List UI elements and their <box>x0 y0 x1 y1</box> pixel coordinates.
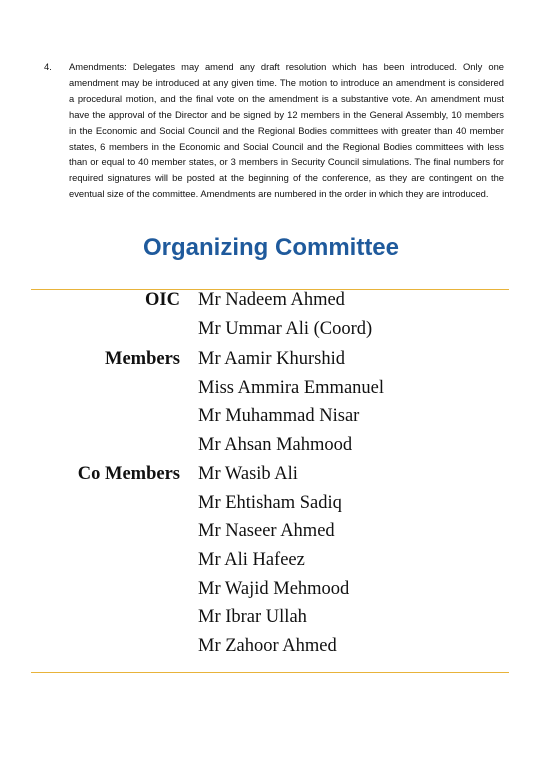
bottom-divider <box>31 672 509 673</box>
roster-row <box>0 290 542 318</box>
member-name: Mr Wasib Ali <box>198 464 298 484</box>
member-name: Mr Muhammad Nisar <box>198 406 360 426</box>
member-name: Mr Aamir Khurshid <box>198 349 345 369</box>
roster-row <box>0 579 542 607</box>
paragraph-text: Amendments: Delegates may amend any draft resolution which has been introduced. Only one amendment may be introduced at any given time. The motion to introduce an amendment is considered a procedural motion, and the final vote on the amendment is a substantive vote. An amendment must have the approval of the Director and be signed by 12 members in the General Assembly, 10 members in the Economic and Social Council and the Regional Bodies committees with greater than 40 member states, 6 members in the Economic and Social Council and the Regional Bodies committees with less than or equal to 40 member states, or 3 members in Security Council simulations. The final numbers for required signatures will be posted at the beginning of the conference, as they are contingent on the eventual size of the committee. Amendments are numbered in the order in which they are introduced. <box>69 61 504 200</box>
roster-row <box>0 636 542 664</box>
roster-row <box>0 464 542 492</box>
roster-row <box>0 493 542 521</box>
member-name: Mr Ummar Ali (Coord) <box>198 319 373 339</box>
amendments-paragraph <box>44 59 504 202</box>
role-label: OIC <box>145 290 180 310</box>
role-label: Co Members <box>77 464 180 484</box>
roster-row <box>0 349 542 377</box>
roster-row <box>0 607 542 635</box>
roster-row <box>0 378 542 406</box>
roster-row <box>0 406 542 434</box>
member-name: Mr Zahoor Ahmed <box>198 636 337 656</box>
roster-row <box>0 521 542 549</box>
paragraph-number: 4. <box>44 61 52 72</box>
member-name: Mr Naseer Ahmed <box>198 521 335 541</box>
committee-title: Organizing Committee <box>142 234 400 261</box>
member-name: Mr Ahsan Mahmood <box>198 435 353 455</box>
member-name: Mr Ali Hafeez <box>198 550 305 570</box>
member-name: Miss Ammira Emmanuel <box>198 378 385 398</box>
member-name: Mr Nadeem Ahmed <box>198 290 345 310</box>
member-name: Mr Wajid Mehmood <box>198 579 350 599</box>
roster-row <box>0 550 542 578</box>
roster-row <box>0 319 542 347</box>
roster-row <box>0 435 542 463</box>
member-name: Mr Ibrar Ullah <box>198 607 307 627</box>
role-label: Members <box>105 349 180 369</box>
member-name: Mr Ehtisham Sadiq <box>198 493 342 513</box>
